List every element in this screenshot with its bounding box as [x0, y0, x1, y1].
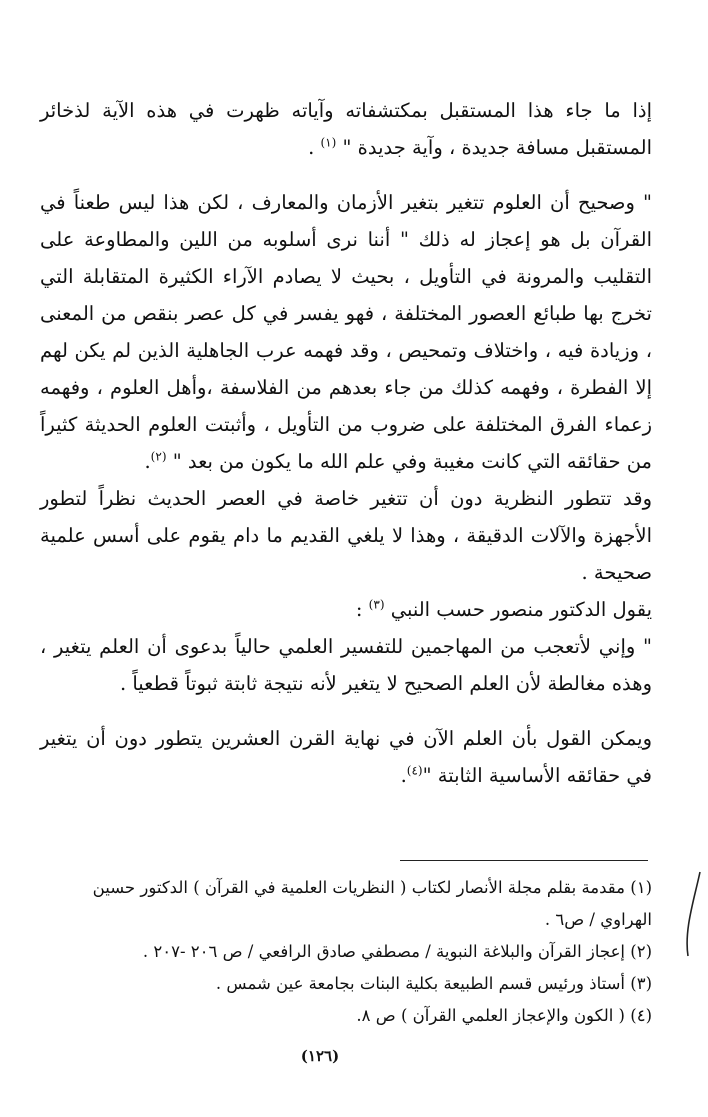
- paragraph-5: " وإني لأتعجب من المهاجمين للتفسير العلمي حالياً بدعوى أن العلم يتغير ، وهذه مغالطة لأن العلم الصحيح لا يتغير لأنه نتيجة ثابتة ثبوتاً قطعياً .: [40, 635, 652, 695]
- paragraph-3: وقد تتطور النظرية دون أن تتغير خاصة في العصر الحديث نظراً لتطور الأجهزة والآلات الدقيقة ، وهذا لا يلغي القديم ما دام يقوم على أسس علمية صحيحة .: [40, 487, 652, 584]
- paragraph-1: إذا ما جاء هذا المستقبل بمكتشفاته وآياته ظهرت في هذه الآية لذخائر المستقبل مسافة جديدة ، وآية جديدة " $^{(١)}$ .: [40, 99, 652, 159]
- footnote-3: (٣) أستاذ ورئيس قسم الطبيعة بكلية البنات بجامعة عين شمس .: [215, 974, 652, 993]
- paragraph-6: ويمكن القول بأن العلم الآن في نهاية القرن العشرين يتطور دون أن يتغير في حقائقه الأساسية الثابتة "$^{(٤)}$.: [40, 727, 652, 787]
- footnote-ref-3: (٣): [368, 597, 385, 612]
- page-number: (١٢٦): [300, 1047, 340, 1065]
- footnote-4: (٤) ( الكون والإعجاز العلمي القرآن ) ص ٨.: [356, 1006, 652, 1025]
- paragraph-4: يقول الدكتور منصور حسب النبي $^{(٣)}$ :: [355, 597, 652, 621]
- paragraph-2: " وصحيح أن العلوم تتغير بتغير الأزمان والمعارف ، لكن هذا ليس طعناً في القرآن بل هو إعجاز له ذلك " أننا نرى أسلوبه من اللين والمطاوعة على التقليب والمرونة في التأويل ، بحيث لا يصادم الآراء الكثيرة المتقابلة التي تخرج بها طبائع العصور المختلفة ، فهو يفسر في كل عصر بنقص من المعنى ، وزيادة فيه ، واختلاف وتمحيص ، وقد فهمه عرب الجاهلية الذين لم يكن لهم إلا الفطرة ، وفهمه كذلك من جاء بعدهم من الفلاسفة ،وأهل العلوم ، وفهمه زعماء الفرق المختلفة على ضروب من التأويل ، وأثبتت العلوم الحديثة كثيراً من حقائقه التي كانت مغيبة وفي علم الله ما يكون من بعد " $^{(٢)}$.: [40, 191, 652, 473]
- footnote-ref-2: (٢): [150, 449, 167, 464]
- footnote-2: (٢) إعجاز القرآن والبلاغة النبوية / مصطفي صادق الرافعي / ص ٢٠٦ -٢٠٧ .: [142, 942, 652, 961]
- footnote-separator: [400, 860, 648, 861]
- footnote-1: (١) مقدمة بقلم مجلة الأنصار لكتاب ( النظريات العلمية في القرآن ) الدكتور حسين الهراوي / ص٦ .: [92, 878, 652, 929]
- footnote-ref-1: (١): [320, 135, 337, 150]
- footnote-ref-4: (٤): [406, 763, 423, 778]
- footnotes: [40, 872, 652, 1032]
- main-text: [40, 92, 652, 794]
- handwritten-bracket-mark: [682, 870, 704, 960]
